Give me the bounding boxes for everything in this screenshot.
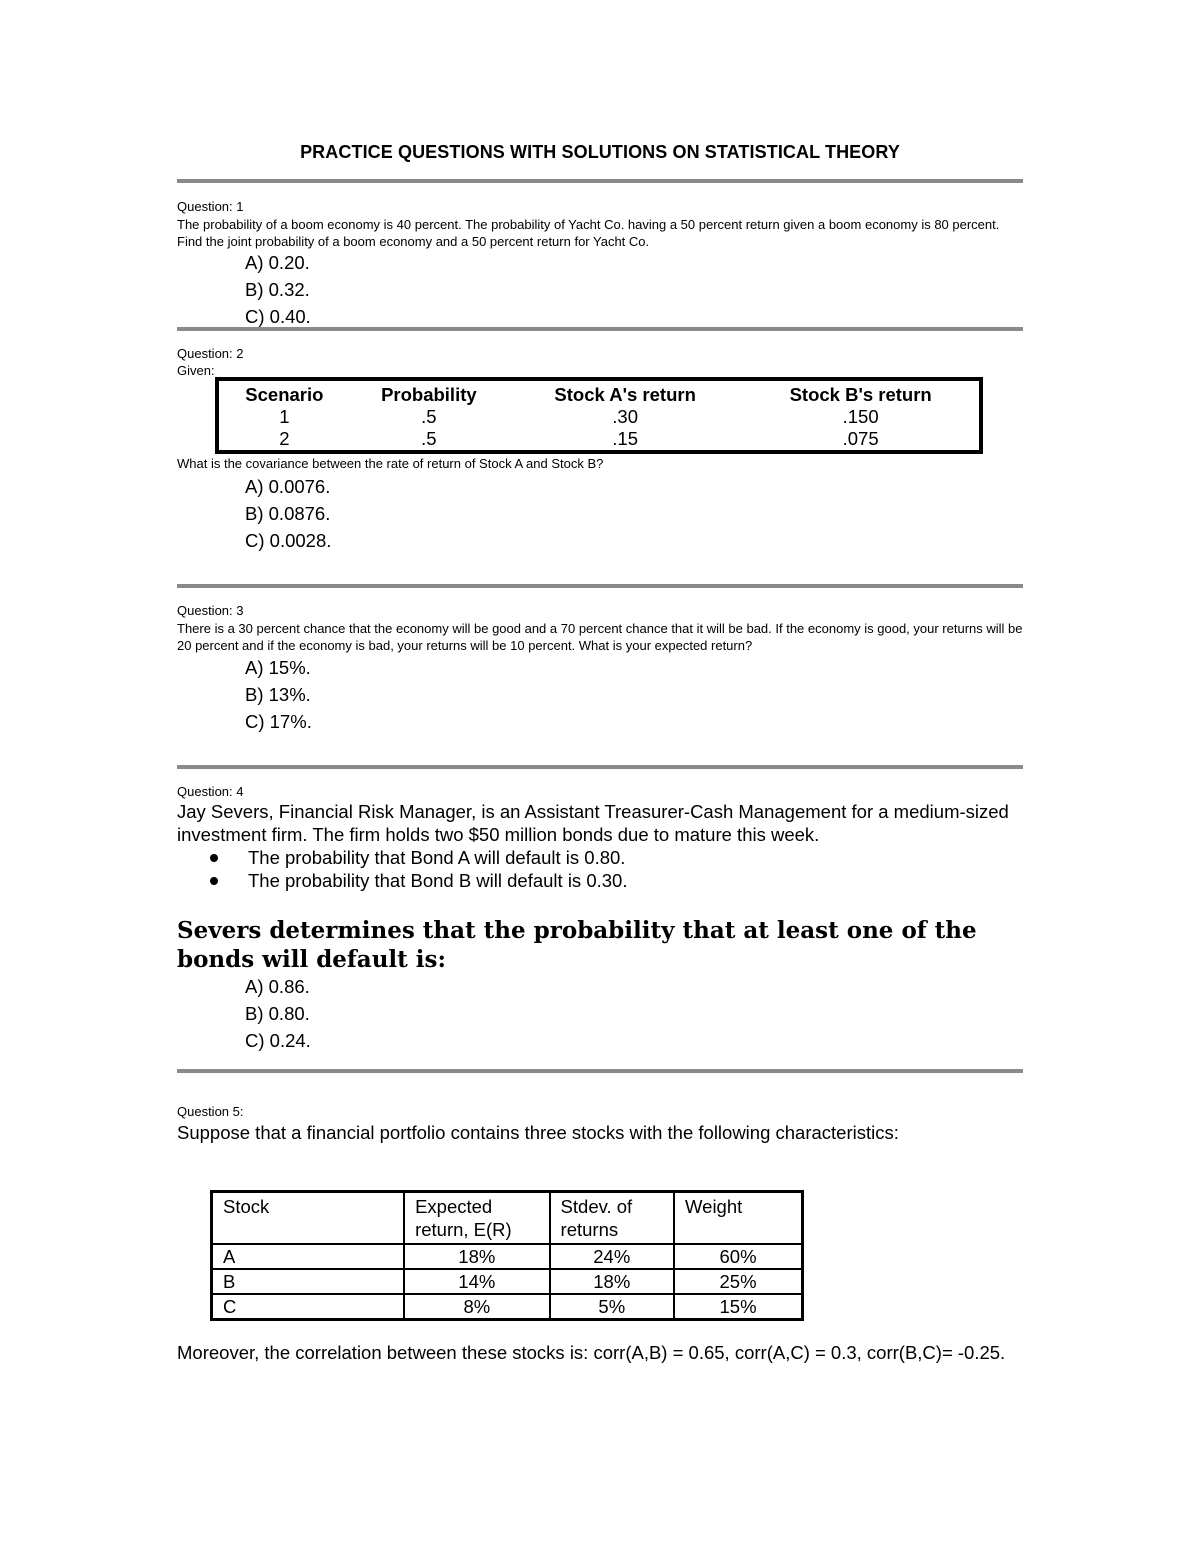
table-cell: 18% (404, 1244, 549, 1269)
table-cell: 25% (674, 1269, 802, 1294)
choice-a: A) 0.86. (245, 976, 310, 997)
choice-a: A) 0.0076. (245, 476, 331, 497)
column-header: Stock A's return (554, 384, 696, 405)
portfolio-table (210, 1190, 804, 1321)
choice-a: A) 15%. (245, 657, 311, 678)
list-item (210, 846, 627, 869)
list-item-text: The probability that Bond A will default is 0.80. (248, 847, 626, 868)
table-cell: .5 (421, 428, 437, 449)
choice-c: C) 0.40. (245, 306, 311, 327)
choice-c: C) 0.24. (245, 1030, 311, 1051)
question-1-choices (245, 249, 311, 330)
column-header: Stock B's return (789, 384, 932, 405)
question-4-bullets (210, 846, 627, 892)
choice-a: A) 0.20. (245, 252, 310, 273)
question-2-label: Question: 2 (177, 346, 244, 361)
choice-b: B) 0.80. (245, 1003, 310, 1024)
column-header: Stdev. of returns (550, 1192, 674, 1245)
table-cell: .5 (421, 406, 437, 427)
choice-c: C) 0.0028. (245, 530, 332, 551)
choice-b: B) 0.0876. (245, 503, 331, 524)
table-row (212, 1244, 803, 1269)
question-2-given: Given: (177, 363, 215, 378)
table-row (217, 428, 981, 452)
table-row (212, 1294, 803, 1320)
choice-b: B) 13%. (245, 684, 311, 705)
table-header-row (212, 1192, 803, 1245)
table-cell: B (212, 1269, 405, 1294)
table-cell: 8% (404, 1294, 549, 1320)
list-item (210, 869, 627, 892)
column-header: Expected return, E(R) (404, 1192, 549, 1245)
divider (177, 327, 1023, 331)
table-cell: .30 (612, 406, 638, 427)
question-2-text: What is the covariance between the rate of return of Stock A and Stock B? (177, 456, 604, 471)
question-2-choices (245, 473, 331, 554)
table-cell: 24% (550, 1244, 674, 1269)
divider (177, 584, 1023, 588)
divider (177, 179, 1023, 183)
question-5-footer: Moreover, the correlation between these stocks is: corr(A,B) = 0.65, corr(A,C) = 0.3, corr(B,C)= -0.25. (177, 1342, 1006, 1363)
table-header-row (217, 379, 981, 406)
table-cell: .15 (612, 428, 638, 449)
choice-b: B) 0.32. (245, 279, 310, 300)
table-cell: 60% (674, 1244, 802, 1269)
table-cell: C (212, 1294, 405, 1320)
bullet-icon (210, 854, 218, 862)
table-cell: 5% (550, 1294, 674, 1320)
question-1-text: The probability of a boom economy is 40 percent. The probability of Yacht Co. having a 50 percent return given a boom economy is 80 percent. Find the joint probability of a boom economy and a 50 percent return for Yacht Co. (177, 217, 1000, 249)
bullet-icon (210, 877, 218, 885)
question-5-text: Suppose that a financial portfolio contains three stocks with the following characteristics: (177, 1122, 899, 1143)
question-3-text: There is a 30 percent chance that the economy will be good and a 70 percent chance that it will be bad. If the economy is good, your returns will be 20 percent and if the economy is bad, your returns will be 10 percent. What is your expected return? (177, 621, 1023, 653)
divider (177, 765, 1023, 769)
column-header: Weight (674, 1192, 802, 1245)
question-4-text: Jay Severs, Financial Risk Manager, is an Assistant Treasurer-Cash Management for a medium-sized investment firm. The firm holds two $50 million bonds due to mature this week. (177, 801, 1009, 845)
column-header: Stock (212, 1192, 405, 1245)
question-3-label: Question: 3 (177, 603, 244, 618)
divider (177, 1069, 1023, 1073)
question-1-label: Question: 1 (177, 199, 244, 214)
table-row (212, 1269, 803, 1294)
table-cell: 15% (674, 1294, 802, 1320)
question-3-choices (245, 654, 312, 735)
choice-c: C) 17%. (245, 711, 312, 732)
question-4-prompt: Severs determines that the probability that at least one of the bonds will default is: (177, 917, 977, 973)
table-cell: 14% (404, 1269, 549, 1294)
question-4-label: Question: 4 (177, 784, 244, 799)
table-cell: A (212, 1244, 405, 1269)
question-4-choices (245, 973, 311, 1054)
table-cell: .150 (842, 406, 879, 427)
table-cell: 2 (279, 428, 290, 449)
scenario-table (215, 377, 983, 454)
table-cell: .075 (842, 428, 879, 449)
table-cell: 18% (550, 1269, 674, 1294)
column-header: Probability (381, 384, 477, 405)
column-header: Scenario (245, 384, 324, 405)
table-row (217, 406, 981, 428)
document-title: PRACTICE QUESTIONS WITH SOLUTIONS ON STATISTICAL THEORY (300, 142, 900, 162)
list-item-text: The probability that Bond B will default is 0.30. (248, 870, 628, 891)
question-5-label: Question 5: (177, 1104, 244, 1119)
table-cell: 1 (279, 406, 290, 427)
